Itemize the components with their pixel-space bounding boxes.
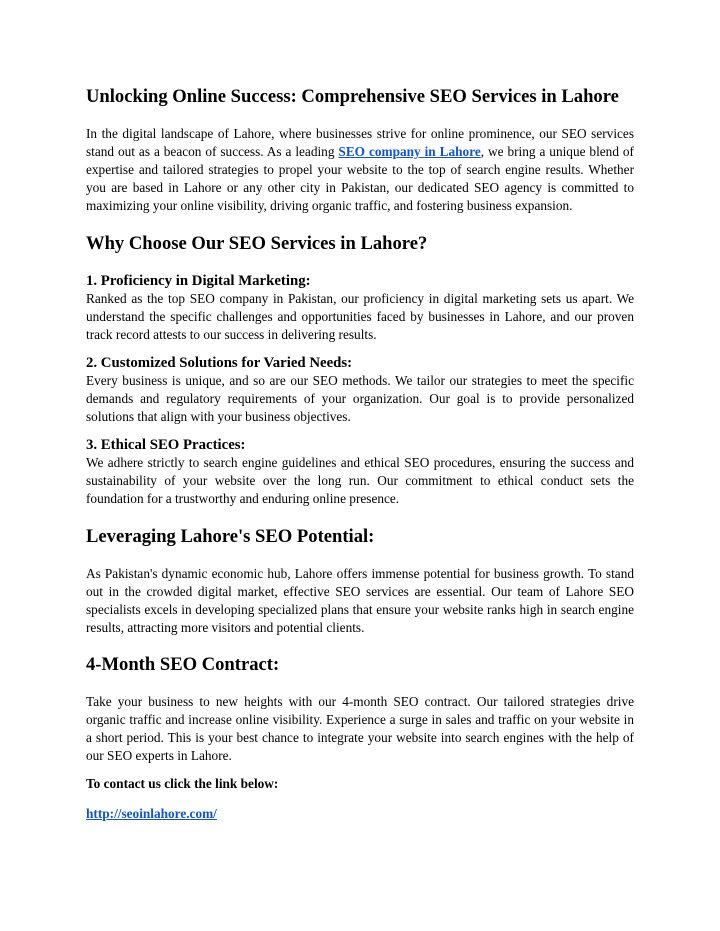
contract-paragraph: Take your business to new heights with our 4-month SEO contract. Our tailored strategies drive organic traffic and increase online visibility. Experience a surge in sales and traffic on your website in a short period. This is your best chance to integrate your website into search engines with the help of our SEO experts in Lahore. xyxy=(86,694,634,763)
why-item-heading: 2. Customized Solutions for Varied Needs: xyxy=(86,355,353,371)
why-item xyxy=(86,272,634,344)
seo-company-link[interactable]: SEO company in Lahore xyxy=(338,144,481,159)
potential-paragraph: As Pakistan's dynamic economic hub, Lahore offers immense potential for business growth. To stand out in the crowded digital market, effective SEO services are essential. Our team of Lahore SEO specialists excels in developing specialized plans that ensure your website ranks high in search engine results, attracting more visitors and potential clients. xyxy=(86,566,634,635)
intro-text-before: In the digital landscape of Lahore, where businesses strive for online prominence, our SEO services stand out as a beacon of success. As a leading xyxy=(86,126,634,159)
contract-heading: 4-Month SEO Contract: xyxy=(86,654,280,675)
contact-label: To contact us click the link below: xyxy=(86,776,279,791)
why-item xyxy=(86,436,634,508)
why-item-heading: 3. Ethical SEO Practices: xyxy=(86,437,246,453)
why-item-text: Ranked as the top SEO company in Pakistan, our proficiency in digital marketing sets us apart. We understand the specific challenges and opportunities faced by businesses in Lahore, and our proven track record attests to our success in delivering results. xyxy=(86,291,634,342)
intro-paragraph xyxy=(86,125,634,215)
intro-text-after: , we bring a unique blend of expertise and tailored strategies to propel your website to the top of search engine results. Whether you are based in Lahore or any other city in Pakistan, our dedicated SEO agency is committed to maximizing your online visibility, driving organic traffic, and fostering business expansion. xyxy=(86,144,634,213)
why-item xyxy=(86,354,634,426)
page-title: Unlocking Online Success: Comprehensive SEO Services in Lahore xyxy=(86,86,619,107)
website-link[interactable]: http://seoinlahore.com/ xyxy=(86,806,217,821)
potential-heading: Leveraging Lahore's SEO Potential: xyxy=(86,526,375,547)
why-heading: Why Choose Our SEO Services in Lahore? xyxy=(86,233,428,254)
document-body xyxy=(86,86,634,823)
why-item-text: We adhere strictly to search engine guidelines and ethical SEO procedures, ensuring the success and sustainability of your website over the long run. Our commitment to ethical conduct sets the foundation for a trustworthy and enduring online presence. xyxy=(86,455,634,506)
why-item-text: Every business is unique, and so are our SEO methods. We tailor our strategies to meet the specific demands and regulatory requirements of your organization. Our goal is to provide personalized solutions that align with your business objectives. xyxy=(86,373,634,424)
contact-line xyxy=(86,805,634,823)
why-item-heading: 1. Proficiency in Digital Marketing: xyxy=(86,273,311,289)
